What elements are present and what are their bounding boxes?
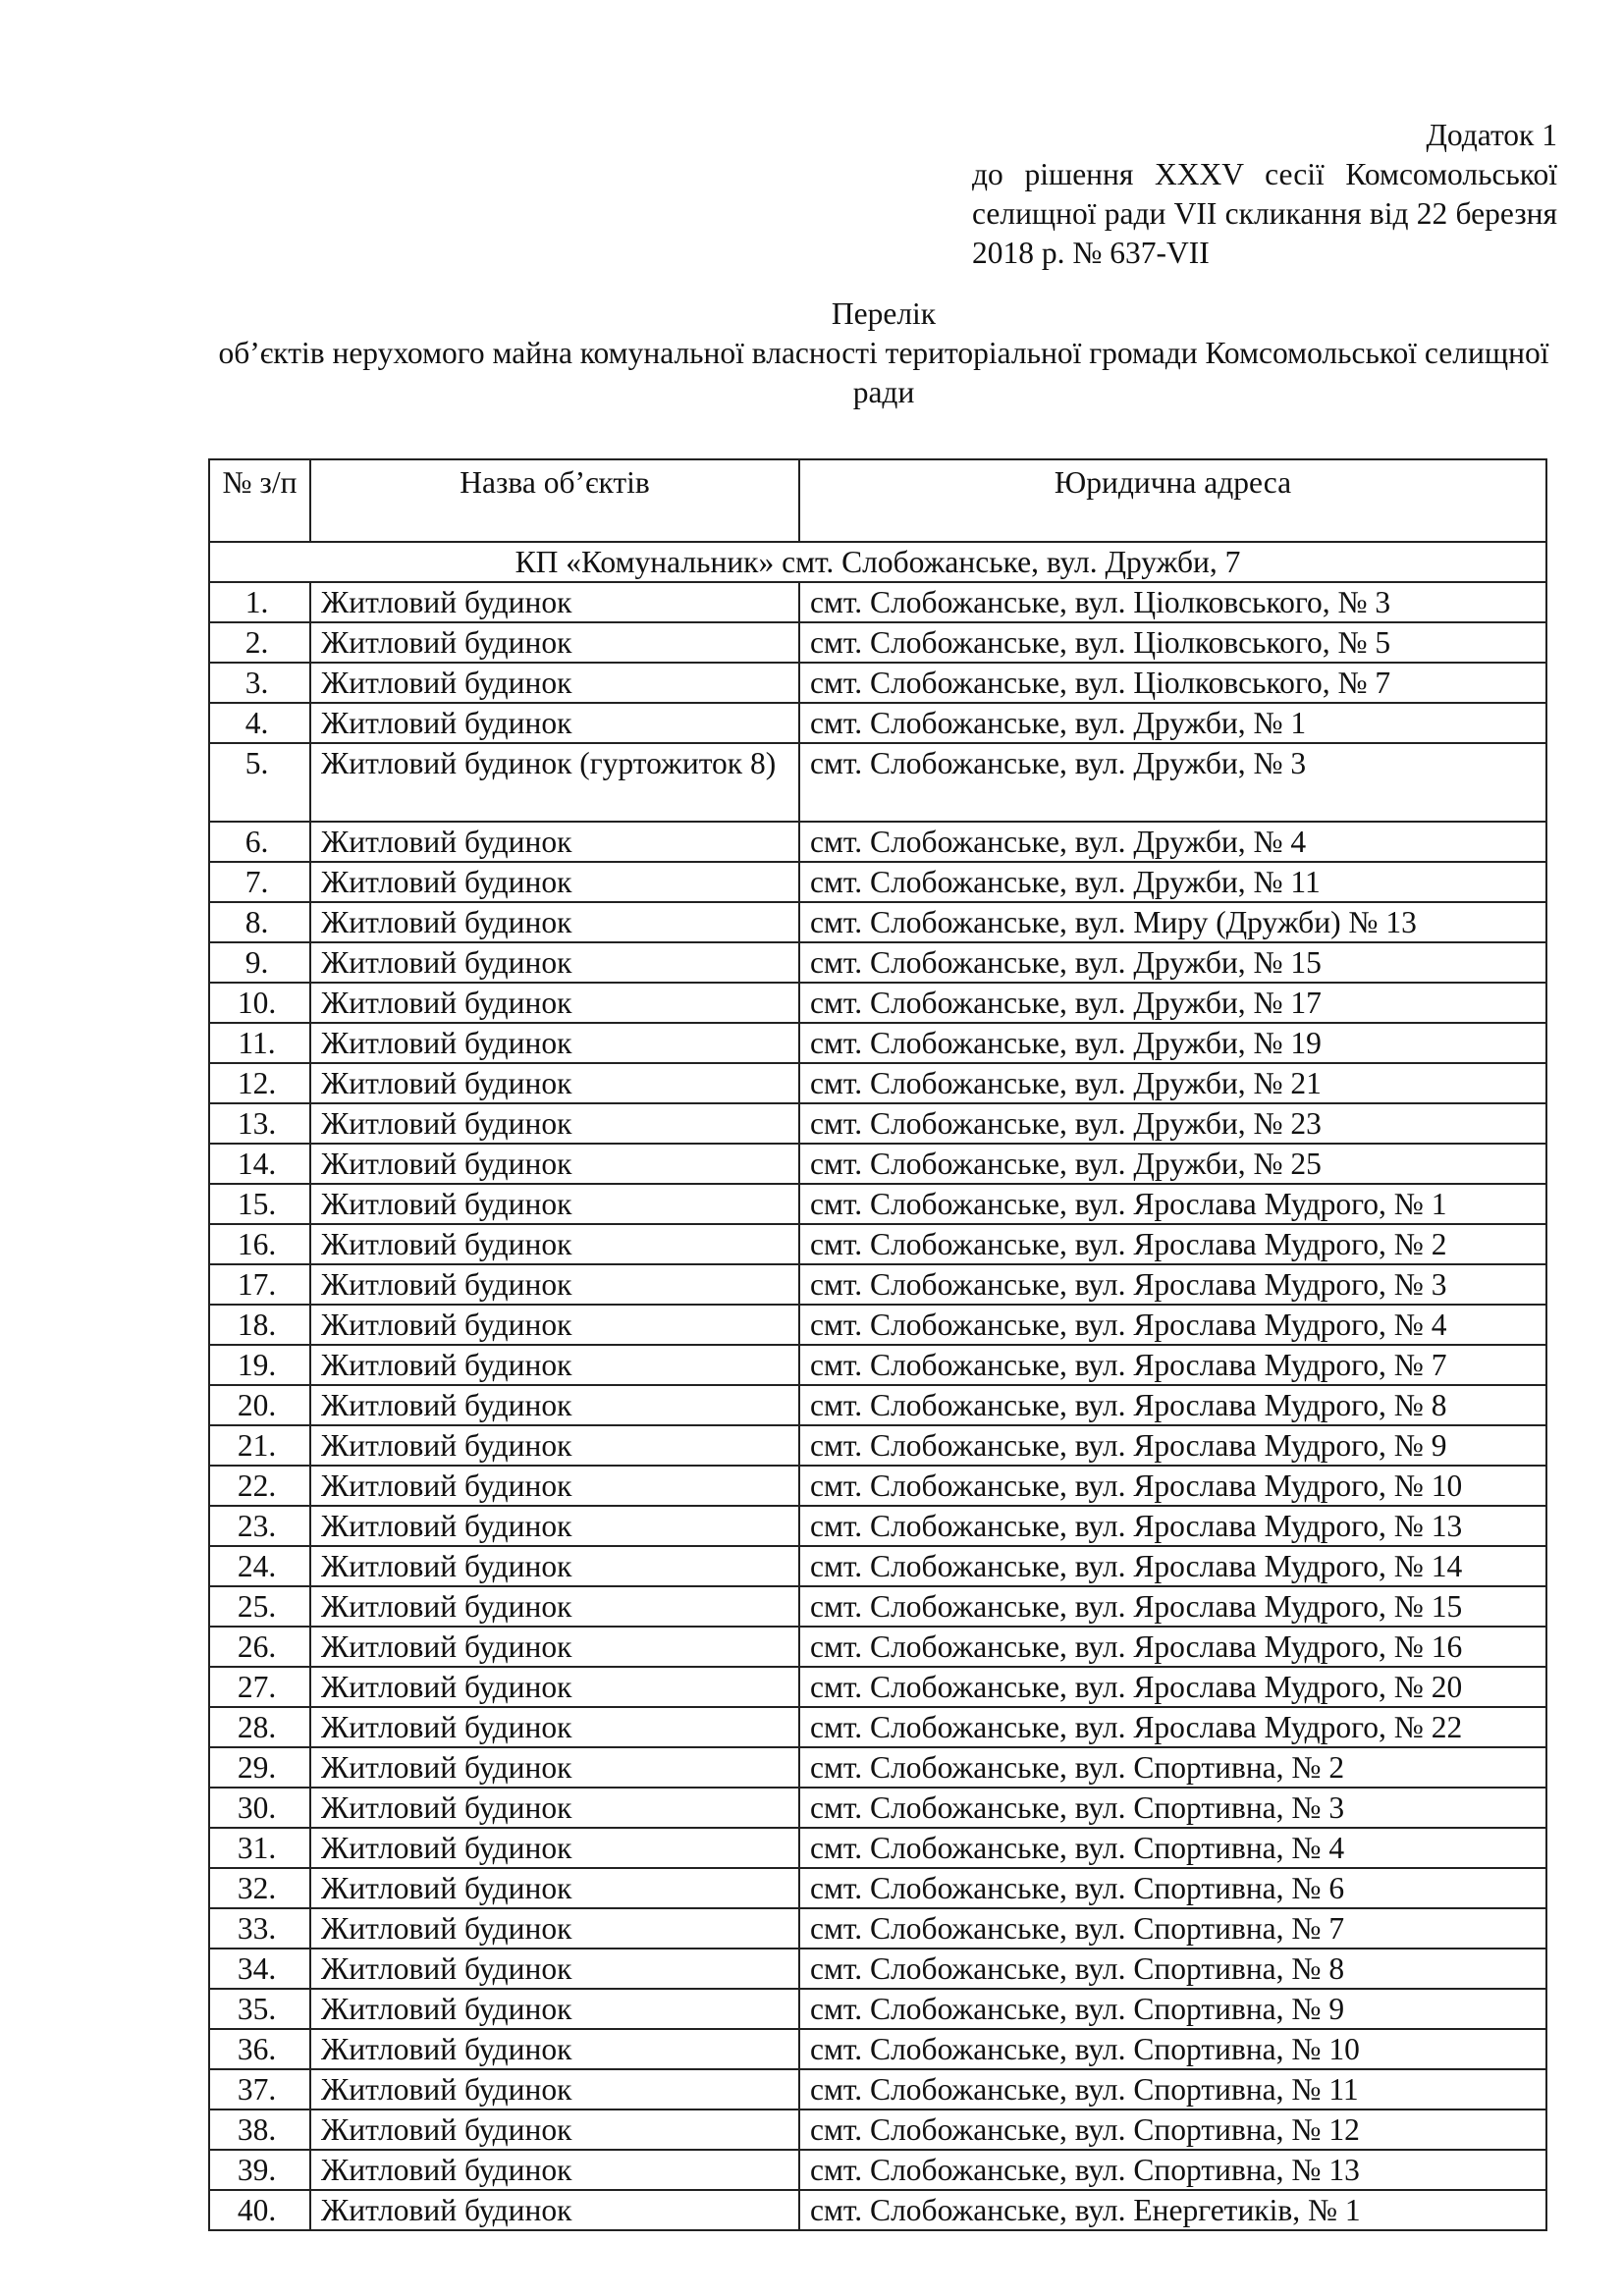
row-object-name <box>310 1788 799 1828</box>
table-row <box>209 942 1546 983</box>
row-object-name-text: Житловий будинок <box>321 1750 572 1785</box>
row-object-name-text: Житловий будинок <box>321 1710 572 1744</box>
table-row <box>209 822 1546 862</box>
table-row <box>209 1345 1546 1385</box>
row-legal-address: смт. Слобожанське, вул. Ярослава Мудрого, № 9 <box>799 1425 1546 1466</box>
table-row <box>209 622 1546 663</box>
document-title: Перелік <box>831 296 937 331</box>
row-legal-address: смт. Слобожанське, вул. Ціолковського, № 7 <box>799 663 1546 703</box>
row-legal-address: смт. Слобожанське, вул. Ярослава Мудрого, № 8 <box>799 1385 1546 1425</box>
row-legal-address: смт. Слобожанське, вул. Спортивна, № 11 <box>799 2069 1546 2109</box>
row-object-name <box>310 1949 799 1989</box>
table-row <box>209 1989 1546 2029</box>
row-object-name-text: Житловий будинок <box>321 1589 572 1624</box>
row-legal-address: смт. Слобожанське, вул. Спортивна, № 2 <box>799 1747 1546 1788</box>
table-row <box>209 1506 1546 1546</box>
table-row <box>209 983 1546 1023</box>
table-row <box>209 1184 1546 1224</box>
row-number: 18. <box>209 1305 310 1345</box>
row-object-name-text: Житловий будинок <box>321 666 572 700</box>
table-row <box>209 1103 1546 1144</box>
row-legal-address: смт. Слобожанське, вул. Дружби, № 4 <box>799 822 1546 862</box>
row-legal-address: смт. Слобожанське, вул. Спортивна, № 10 <box>799 2029 1546 2069</box>
row-object-name-text: Житловий будинок <box>321 1549 572 1583</box>
row-object-name <box>310 1144 799 1184</box>
row-object-name <box>310 1908 799 1949</box>
table-row <box>209 2069 1546 2109</box>
row-object-name <box>310 703 799 743</box>
row-number: 29. <box>209 1747 310 1788</box>
row-object-name-text: Житловий будинок <box>321 1670 572 1704</box>
row-object-name-text: Житловий будинок <box>321 1348 572 1382</box>
row-object-name <box>310 1506 799 1546</box>
row-legal-address: смт. Слобожанське, вул. Спортивна, № 13 <box>799 2150 1546 2190</box>
row-number: 13. <box>209 1103 310 1144</box>
table-row <box>209 1707 1546 1747</box>
row-number: 12. <box>209 1063 310 1103</box>
row-legal-address: смт. Слобожанське, вул. Ярослава Мудрого, № 1 <box>799 1184 1546 1224</box>
row-object-name-text: Житловий будинок <box>321 2112 572 2147</box>
table-row <box>209 743 1546 822</box>
row-legal-address: смт. Слобожанське, вул. Дружби, № 21 <box>799 1063 1546 1103</box>
table-row <box>209 902 1546 942</box>
row-legal-address: смт. Слобожанське, вул. Дружби, № 23 <box>799 1103 1546 1144</box>
row-number: 20. <box>209 1385 310 1425</box>
row-object-name <box>310 1747 799 1788</box>
header-legal-address: Юридична адреса <box>799 459 1546 542</box>
row-object-name <box>310 2190 799 2230</box>
row-object-name-text: Житловий будинок <box>321 905 572 939</box>
table-row <box>209 1023 1546 1063</box>
row-legal-address: смт. Слобожанське, вул. Миру (Дружби) № 13 <box>799 902 1546 942</box>
row-number: 27. <box>209 1667 310 1707</box>
row-legal-address: смт. Слобожанське, вул. Ярослава Мудрого, № 10 <box>799 1466 1546 1506</box>
row-object-name-text: Житловий будинок <box>321 1147 572 1181</box>
row-legal-address: смт. Слобожанське, вул. Спортивна, № 3 <box>799 1788 1546 1828</box>
table-row <box>209 1868 1546 1908</box>
row-object-name <box>310 1305 799 1345</box>
row-object-name <box>310 1103 799 1144</box>
row-object-name <box>310 1546 799 1586</box>
row-legal-address: смт. Слобожанське, вул. Спортивна, № 9 <box>799 1989 1546 2029</box>
row-object-name <box>310 1023 799 1063</box>
row-object-name-text: Житловий будинок <box>321 2072 572 2107</box>
row-legal-address: смт. Слобожанське, вул. Ярослава Мудрого, № 3 <box>799 1264 1546 1305</box>
header-number: № з/п <box>209 459 310 542</box>
row-legal-address: смт. Слобожанське, вул. Ярослава Мудрого, № 20 <box>799 1667 1546 1707</box>
row-object-name-text: Житловий будинок <box>321 2032 572 2066</box>
table-row <box>209 1425 1546 1466</box>
row-number: 10. <box>209 983 310 1023</box>
row-object-name-text: Житловий будинок <box>321 1790 572 1825</box>
row-object-name <box>310 862 799 902</box>
row-object-name-text: Житловий будинок <box>321 1509 572 1543</box>
table-row <box>209 1627 1546 1667</box>
row-legal-address: смт. Слобожанське, вул. Спортивна, № 4 <box>799 1828 1546 1868</box>
row-object-name-text: Житловий будинок <box>321 706 572 740</box>
row-number: 1. <box>209 582 310 622</box>
document-heading <box>196 294 1571 412</box>
row-object-name <box>310 1224 799 1264</box>
objects-table <box>208 458 1547 2231</box>
row-object-name-text: Житловий будинок <box>321 1066 572 1100</box>
row-object-name <box>310 1828 799 1868</box>
row-number: 34. <box>209 1949 310 1989</box>
row-number: 4. <box>209 703 310 743</box>
table-row <box>209 1788 1546 1828</box>
row-number: 25. <box>209 1586 310 1627</box>
table-row <box>209 1466 1546 1506</box>
row-legal-address: смт. Слобожанське, вул. Ярослава Мудрого, № 7 <box>799 1345 1546 1385</box>
row-legal-address: смт. Слобожанське, вул. Ярослава Мудрого, № 15 <box>799 1586 1546 1627</box>
row-object-name-text: Житловий будинок <box>321 1267 572 1302</box>
row-legal-address: смт. Слобожанське, вул. Дружби, № 15 <box>799 942 1546 983</box>
row-number: 8. <box>209 902 310 942</box>
row-number: 19. <box>209 1345 310 1385</box>
row-object-name-text: Житловий будинок <box>321 1468 572 1503</box>
row-object-name <box>310 1466 799 1506</box>
row-object-name <box>310 582 799 622</box>
row-legal-address: смт. Слобожанське, вул. Ярослава Мудрого, № 16 <box>799 1627 1546 1667</box>
table-row <box>209 1546 1546 1586</box>
row-number: 14. <box>209 1144 310 1184</box>
row-legal-address: смт. Слобожанське, вул. Ціолковського, № 5 <box>799 622 1546 663</box>
row-object-name-text: Житловий будинок <box>321 1992 572 2026</box>
row-number: 28. <box>209 1707 310 1747</box>
row-legal-address: смт. Слобожанське, вул. Дружби, № 19 <box>799 1023 1546 1063</box>
table-row <box>209 1385 1546 1425</box>
row-object-name <box>310 1063 799 1103</box>
row-object-name <box>310 1586 799 1627</box>
row-object-name <box>310 822 799 862</box>
row-object-name-text: Житловий будинок <box>321 1871 572 1905</box>
row-legal-address: смт. Слобожанське, вул. Спортивна, № 6 <box>799 1868 1546 1908</box>
row-object-name <box>310 1989 799 2029</box>
row-object-name-text: Житловий будинок <box>321 1629 572 1664</box>
table-header-row <box>209 459 1546 542</box>
row-number: 9. <box>209 942 310 983</box>
row-number: 3. <box>209 663 310 703</box>
row-object-name <box>310 2109 799 2150</box>
table-row <box>209 1908 1546 1949</box>
section-row <box>209 542 1546 582</box>
row-number: 11. <box>209 1023 310 1063</box>
row-object-name-text: Житловий будинок <box>321 1026 572 1060</box>
row-object-name-text: Житловий будинок <box>321 1106 572 1141</box>
table-row <box>209 1747 1546 1788</box>
row-object-name-text: Житловий будинок <box>321 865 572 899</box>
row-legal-address: смт. Слобожанське, вул. Дружби, № 3 <box>799 743 1546 822</box>
row-object-name <box>310 1707 799 1747</box>
row-object-name <box>310 663 799 703</box>
row-object-name-text: Житловий будинок <box>321 1308 572 1342</box>
row-legal-address: смт. Слобожанське, вул. Ярослава Мудрого, № 14 <box>799 1546 1546 1586</box>
row-object-name <box>310 1627 799 1667</box>
row-object-name <box>310 2029 799 2069</box>
row-object-name-text: Житловий будинок <box>321 945 572 980</box>
row-object-name <box>310 1264 799 1305</box>
row-object-name <box>310 902 799 942</box>
row-legal-address: смт. Слобожанське, вул. Ярослава Мудрого, № 22 <box>799 1707 1546 1747</box>
table-row <box>209 2109 1546 2150</box>
row-number: 23. <box>209 1506 310 1546</box>
row-legal-address: смт. Слобожанське, вул. Дружби, № 11 <box>799 862 1546 902</box>
row-object-name-text: Житловий будинок <box>321 1831 572 1865</box>
table-row <box>209 663 1546 703</box>
row-object-name <box>310 1868 799 1908</box>
objects-table-body <box>209 459 1546 2230</box>
appendix-text: до рішення XXXV сесії Комсомольської селищної ради VII скликання від 22 березня 2018 р. № 637-VII <box>972 157 1557 270</box>
row-number: 5. <box>209 743 310 822</box>
row-object-name-text: Житловий будинок <box>321 625 572 660</box>
row-number: 36. <box>209 2029 310 2069</box>
row-legal-address: смт. Слобожанське, вул. Дружби, № 25 <box>799 1144 1546 1184</box>
row-object-name-text: Житловий будинок <box>321 1187 572 1221</box>
row-number: 6. <box>209 822 310 862</box>
row-number: 24. <box>209 1546 310 1586</box>
row-object-name <box>310 1385 799 1425</box>
table-row <box>209 1949 1546 1989</box>
row-object-name <box>310 983 799 1023</box>
row-legal-address: смт. Слобожанське, вул. Дружби, № 17 <box>799 983 1546 1023</box>
table-row <box>209 2150 1546 2190</box>
table-row <box>209 1063 1546 1103</box>
table-row <box>209 703 1546 743</box>
row-number: 2. <box>209 622 310 663</box>
row-legal-address: смт. Слобожанське, вул. Спортивна, № 8 <box>799 1949 1546 1989</box>
row-number: 17. <box>209 1264 310 1305</box>
table-row <box>209 1224 1546 1264</box>
table-row <box>209 1586 1546 1627</box>
section-title: КП «Комунальник» смт. Слобожанське, вул. Дружби, 7 <box>209 542 1546 582</box>
appendix-title: Додаток 1 <box>1426 118 1557 152</box>
row-number: 22. <box>209 1466 310 1506</box>
row-legal-address: смт. Слобожанське, вул. Ярослава Мудрого, № 2 <box>799 1224 1546 1264</box>
row-object-name-text: Житловий будинок <box>321 825 572 859</box>
row-object-name-text: Житловий будинок <box>321 1428 572 1463</box>
table-row <box>209 582 1546 622</box>
row-object-name-text: Житловий будинок <box>321 1911 572 1946</box>
table-row <box>209 2029 1546 2069</box>
row-object-name <box>310 1667 799 1707</box>
table-row <box>209 862 1546 902</box>
row-legal-address: смт. Слобожанське, вул. Ярослава Мудрого, № 13 <box>799 1506 1546 1546</box>
row-number: 15. <box>209 1184 310 1224</box>
row-legal-address: смт. Слобожанське, вул. Енергетиків, № 1 <box>799 2190 1546 2230</box>
row-object-name <box>310 2150 799 2190</box>
row-number: 40. <box>209 2190 310 2230</box>
row-object-name-text: Житловий будинок <box>321 1388 572 1422</box>
row-object-name-text: Житловий будинок <box>321 2153 572 2187</box>
row-legal-address: смт. Слобожанське, вул. Дружби, № 1 <box>799 703 1546 743</box>
table-row <box>209 1305 1546 1345</box>
row-number: 30. <box>209 1788 310 1828</box>
row-object-name-text: Житловий будинок <box>321 1951 572 1986</box>
table-row <box>209 1667 1546 1707</box>
row-legal-address: смт. Слобожанське, вул. Ціолковського, № 3 <box>799 582 1546 622</box>
row-number: 16. <box>209 1224 310 1264</box>
row-number: 37. <box>209 2069 310 2109</box>
row-object-name <box>310 622 799 663</box>
row-object-name-text: Житловий будинок <box>321 2193 572 2227</box>
row-number: 31. <box>209 1828 310 1868</box>
header-object-name: Назва об’єктів <box>310 459 799 542</box>
row-number: 21. <box>209 1425 310 1466</box>
row-object-name <box>310 1345 799 1385</box>
row-object-name-text: Житловий будинок <box>321 1227 572 1261</box>
row-object-name-text: Житловий будинок (гуртожиток 8) <box>321 746 777 780</box>
row-object-name <box>310 743 799 822</box>
table-row <box>209 1264 1546 1305</box>
table-row <box>209 1828 1546 1868</box>
row-object-name-text: Житловий будинок <box>321 585 572 619</box>
document-subtitle: об’єктів нерухомого майна комунальної власності територіальної громади Комсомольської селищної ради <box>218 336 1549 409</box>
row-number: 32. <box>209 1868 310 1908</box>
row-legal-address: смт. Слобожанське, вул. Ярослава Мудрого, № 4 <box>799 1305 1546 1345</box>
row-object-name <box>310 942 799 983</box>
table-row <box>209 1144 1546 1184</box>
row-legal-address: смт. Слобожанське, вул. Спортивна, № 7 <box>799 1908 1546 1949</box>
row-number: 35. <box>209 1989 310 2029</box>
row-number: 39. <box>209 2150 310 2190</box>
row-number: 33. <box>209 1908 310 1949</box>
row-number: 26. <box>209 1627 310 1667</box>
row-object-name <box>310 1425 799 1466</box>
row-number: 7. <box>209 862 310 902</box>
row-object-name <box>310 1184 799 1224</box>
row-number: 38. <box>209 2109 310 2150</box>
row-object-name-text: Житловий будинок <box>321 986 572 1020</box>
table-row <box>209 2190 1546 2230</box>
row-legal-address: смт. Слобожанське, вул. Спортивна, № 12 <box>799 2109 1546 2150</box>
appendix-block <box>972 116 1557 273</box>
row-object-name <box>310 2069 799 2109</box>
